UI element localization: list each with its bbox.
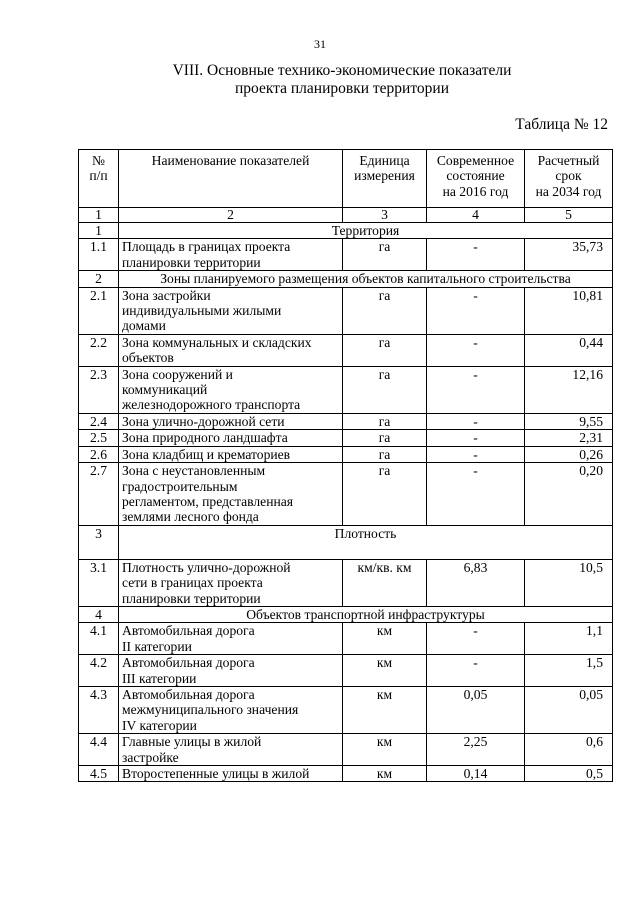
target-value: 35,73 [525, 239, 613, 271]
unit-cell: км [343, 766, 427, 782]
header-current [427, 150, 525, 208]
unit-cell: га [343, 366, 427, 413]
header-num-line: № [92, 153, 105, 168]
row-num: 2.3 [79, 366, 119, 413]
current-value: - [427, 287, 525, 334]
indicator-name-line: регламентом, представленная [122, 493, 294, 509]
table-row [79, 655, 613, 687]
target-value: 9,55 [525, 413, 613, 429]
unit-cell: га [343, 446, 427, 462]
indicator-name-line: Автомобильная дорога [122, 655, 255, 671]
section-num: 1 [79, 223, 119, 239]
table-row [79, 463, 613, 526]
title-line-1: VIII. Основные технико-экономические показатели [172, 62, 512, 79]
indicator-name-line: Плотность улично-дорожной [122, 559, 291, 575]
indicator-name [119, 655, 343, 687]
table-row [79, 287, 613, 334]
section-num: 4 [79, 606, 119, 622]
indicator-name-line: III категории [122, 670, 197, 686]
target-value: 12,16 [525, 366, 613, 413]
table-row [79, 686, 613, 733]
current-value: 0,05 [427, 686, 525, 733]
header-row [79, 150, 613, 208]
row-num: 4.1 [79, 623, 119, 655]
unit-cell: км [343, 734, 427, 766]
indicator-name [119, 766, 343, 782]
indicator-name [119, 334, 343, 366]
row-num: 2.5 [79, 430, 119, 446]
row-num: 3.1 [79, 559, 119, 606]
indicator-name [119, 366, 343, 413]
current-value: 6,83 [427, 559, 525, 606]
indicators-table [78, 149, 613, 782]
current-value: - [427, 463, 525, 526]
column-numbers-row [79, 208, 613, 223]
header-num [79, 150, 119, 208]
indicator-name-line: Зона улично-дорожной сети [122, 413, 285, 429]
table-label: Таблица № 12 [515, 116, 608, 133]
header-target-line: Расчетный [537, 153, 600, 168]
table-row [79, 559, 613, 606]
unit-cell: км [343, 655, 427, 687]
indicator-name [119, 287, 343, 334]
section-num: 2 [79, 271, 119, 287]
current-value: - [427, 334, 525, 366]
current-value: - [427, 623, 525, 655]
row-num: 2.6 [79, 446, 119, 462]
unit-cell: км [343, 686, 427, 733]
row-num: 4.3 [79, 686, 119, 733]
section-label: Объектов транспортной инфраструктуры [119, 606, 613, 622]
indicator-name-line: межмуниципального значения [122, 702, 299, 718]
indicator-name-line: Зона сооружений и [122, 366, 233, 382]
column-number: 1 [79, 208, 119, 223]
section-num: 3 [79, 525, 119, 559]
current-value: - [427, 413, 525, 429]
target-value: 0,44 [525, 334, 613, 366]
table-row [79, 766, 613, 782]
indicator-name-line: индивидуальными жилыми [122, 303, 282, 319]
indicator-name [119, 463, 343, 526]
target-value: 0,6 [525, 734, 613, 766]
section-row [79, 271, 613, 287]
current-value: - [427, 239, 525, 271]
row-num: 1.1 [79, 239, 119, 271]
unit-cell: км/кв. км [343, 559, 427, 606]
title-line-2: проекта планировки территории [234, 80, 450, 97]
indicator-name-line: Зона с неустановленным [122, 463, 266, 479]
current-value: - [427, 366, 525, 413]
table-row [79, 623, 613, 655]
header-unit [343, 150, 427, 208]
target-value: 10,81 [525, 287, 613, 334]
current-value: - [427, 446, 525, 462]
header-unit-line: измерения [354, 168, 415, 184]
indicator-name-line: застройке [122, 749, 179, 765]
indicator-name-line: Главные улицы в жилой [122, 734, 262, 750]
indicator-name [119, 686, 343, 733]
indicator-name-line: железнодорожного транспорта [122, 397, 301, 413]
header-target [525, 150, 613, 208]
column-number: 2 [119, 208, 343, 223]
section-label: Территория [119, 223, 613, 239]
indicator-name [119, 430, 343, 446]
table-row [79, 334, 613, 366]
row-num: 4.2 [79, 655, 119, 687]
indicator-name-line: Зона коммунальных и складских [122, 334, 312, 350]
section-row [79, 606, 613, 622]
column-number: 4 [427, 208, 525, 223]
unit-cell: га [343, 334, 427, 366]
row-num: 2.1 [79, 287, 119, 334]
unit-cell: га [343, 413, 427, 429]
indicator-name-line: Второстепенные улицы в жилой [122, 766, 310, 781]
indicator-name-line: Зона природного ландшафта [122, 430, 288, 446]
table-row [79, 413, 613, 429]
target-value: 0,20 [525, 463, 613, 526]
unit-cell: га [343, 430, 427, 446]
row-num: 4.4 [79, 734, 119, 766]
current-value: 2,25 [427, 734, 525, 766]
table-body [79, 223, 613, 782]
header-current-line: на 2016 год [442, 183, 509, 199]
current-value: 0,14 [427, 766, 525, 782]
header-target-line: на 2034 год [535, 183, 602, 199]
header-name: Наименование показателей [119, 150, 343, 208]
header-current-line: состояние [446, 168, 505, 184]
indicator-name-line: планировки территории [122, 254, 261, 270]
indicator-name [119, 734, 343, 766]
indicator-name-line: коммуникаций [122, 382, 208, 398]
unit-cell: км [343, 623, 427, 655]
indicator-name-line: Зона кладбищ и крематориев [122, 446, 291, 462]
indicator-name [119, 623, 343, 655]
target-value: 10,5 [525, 559, 613, 606]
table-row [79, 734, 613, 766]
table-row [79, 239, 613, 271]
column-number: 3 [343, 208, 427, 223]
column-number: 5 [525, 208, 613, 223]
page-title [0, 62, 640, 98]
page-number: 31 [314, 37, 326, 51]
unit-cell: га [343, 463, 427, 526]
table-row [79, 430, 613, 446]
row-num: 4.5 [79, 766, 119, 782]
row-num: 2.7 [79, 463, 119, 526]
indicator-name-line: домами [122, 318, 166, 334]
target-value: 0,5 [525, 766, 613, 782]
indicator-name [119, 559, 343, 606]
indicator-name-line: планировки территории [122, 590, 261, 606]
indicator-name-line: сети в границах проекта [122, 575, 263, 591]
indicator-name-line: II категории [122, 638, 192, 654]
target-value: 1,5 [525, 655, 613, 687]
indicator-name-line: землями лесного фонда [122, 509, 259, 525]
table-row [79, 366, 613, 413]
current-value: - [427, 430, 525, 446]
section-row [79, 223, 613, 239]
unit-cell: га [343, 239, 427, 271]
indicator-name-line: Площадь в границах проекта [122, 239, 291, 255]
header-target-line: срок [555, 168, 582, 184]
indicator-name-line: IV категории [122, 717, 197, 733]
indicator-name [119, 446, 343, 462]
unit-cell: га [343, 287, 427, 334]
table-row [79, 446, 613, 462]
row-num: 2.4 [79, 413, 119, 429]
target-value: 0,26 [525, 446, 613, 462]
section-label: Плотность [119, 525, 613, 559]
row-num: 2.2 [79, 334, 119, 366]
indicator-name [119, 413, 343, 429]
indicator-name-line: градостроительным [122, 478, 238, 494]
indicator-name-line: Автомобильная дорога [122, 623, 255, 639]
indicator-name-line: Автомобильная дорога [122, 686, 255, 702]
indicator-name-line: объектов [122, 350, 174, 366]
target-value: 1,1 [525, 623, 613, 655]
header-current-line: Современное [436, 153, 515, 168]
header-unit-line: Единица [359, 153, 410, 168]
indicator-name-line: Зона застройки [122, 287, 211, 303]
target-value: 2,31 [525, 430, 613, 446]
section-row [79, 525, 613, 559]
header-num-line: п/п [89, 168, 108, 184]
current-value: - [427, 655, 525, 687]
indicator-name [119, 239, 343, 271]
target-value: 0,05 [525, 686, 613, 733]
section-label: Зоны планируемого размещения объектов капитального строительства [119, 271, 613, 287]
